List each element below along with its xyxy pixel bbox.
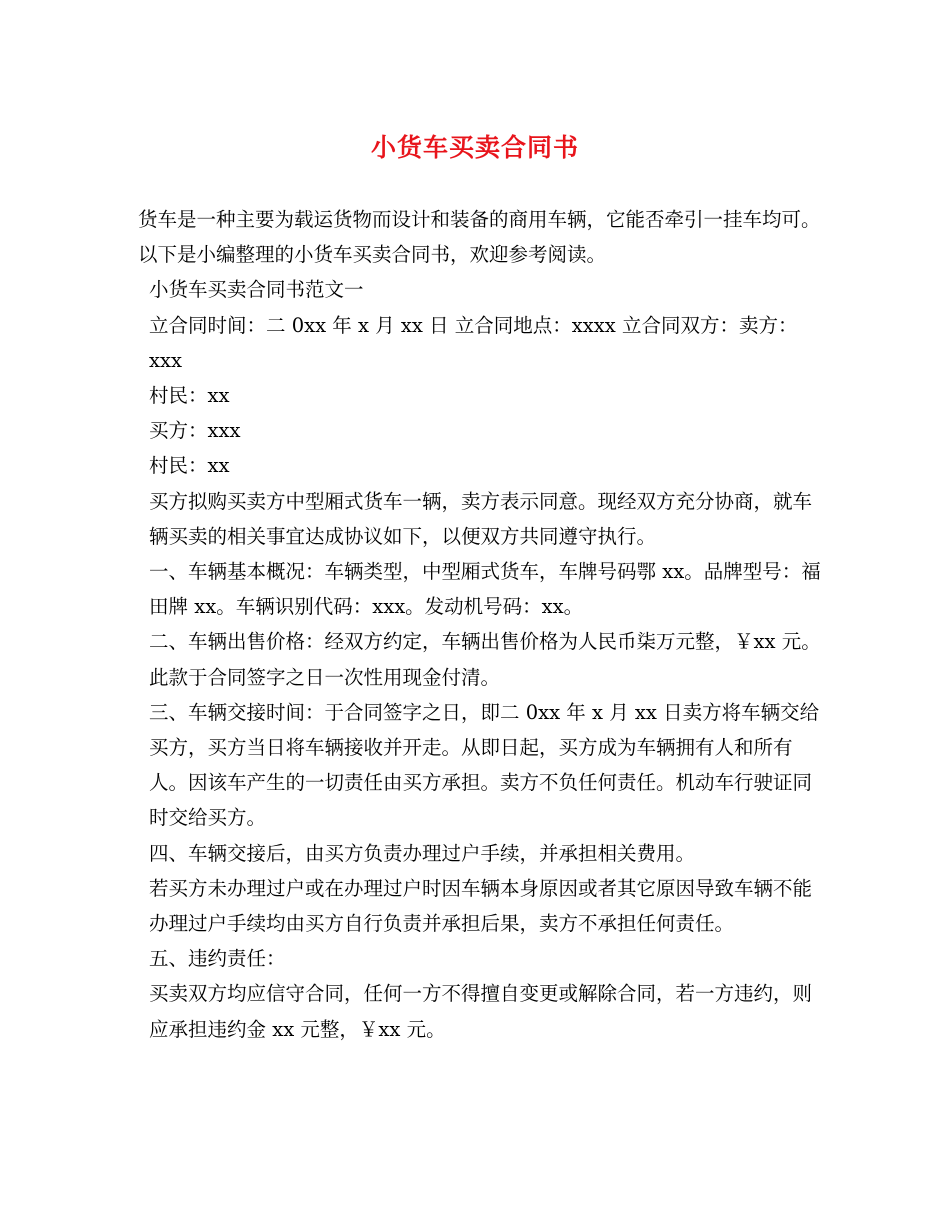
seller-village-paragraph: 村民：xx	[149, 384, 230, 408]
document-body	[138, 202, 828, 1047]
document-title: 小货车买卖合同书	[370, 133, 579, 162]
contract-info-paragraph: 立合同时间：二 0xx 年 x 月 xx 日 立合同地点：xxxx 立合同双方：卖方：xxx	[149, 313, 798, 372]
intro-paragraph: 货车是一种主要为载运货物而设计和装备的商用车辆，它能否牵引一挂车均可。以下是小编整理的小货车买卖合同书，欢迎参考阅读。	[138, 208, 821, 267]
buyer-paragraph: 买方：xxx	[149, 419, 241, 443]
clause-4-paragraph: 四、车辆交接后，由买方负责办理过户手续，并承担相关费用。	[149, 841, 696, 865]
transfer-responsibility-paragraph: 若买方未办理过户或在办理过户时因车辆本身原因或者其它原因导致车辆不能办理过户手续均由买方自行负责并承担后果，卖方不承担任何责任。	[149, 876, 813, 936]
agreement-paragraph: 买方拟购买卖方中型厢式货车一辆，卖方表示同意。现经双方充分协商，就车辆买卖的相关事宜达成协议如下，以便双方共同遵守执行。	[149, 489, 813, 548]
clause-2-paragraph: 二、车辆出售价格：经双方约定，车辆出售价格为人民币柒万元整，￥xx 元。此款于合同签字之日一次性用现金付清。	[149, 630, 821, 689]
clause-3-paragraph: 三、车辆交接时间：于合同签字之日，即二 0xx 年 x 月 xx 日卖方将车辆交给买方，买方当日将车辆接收并开走。从即日起，买方成为车辆拥有人和所有人。因该车产生的一切责任由买方承担。卖方不负任何责任。机动车行驶证同时交给买方。	[149, 700, 820, 830]
clause-5-heading: 五、违约责任：	[149, 947, 286, 971]
clause-1-paragraph: 一、车辆基本概况：车辆类型，中型厢式货车，车牌号码鄂 xx。品牌型号：福田牌 xx。车辆识别代码：xxx。发动机号码：xx。	[149, 560, 821, 619]
buyer-village-paragraph: 村民：xx	[149, 454, 230, 478]
sample-heading: 小货车买卖合同书范文一	[149, 278, 364, 302]
breach-paragraph: 买卖双方均应信守合同，任何一方不得擅自变更或解除合同，若一方违约，则应承担违约金 xx 元整，￥xx 元。	[149, 982, 813, 1041]
